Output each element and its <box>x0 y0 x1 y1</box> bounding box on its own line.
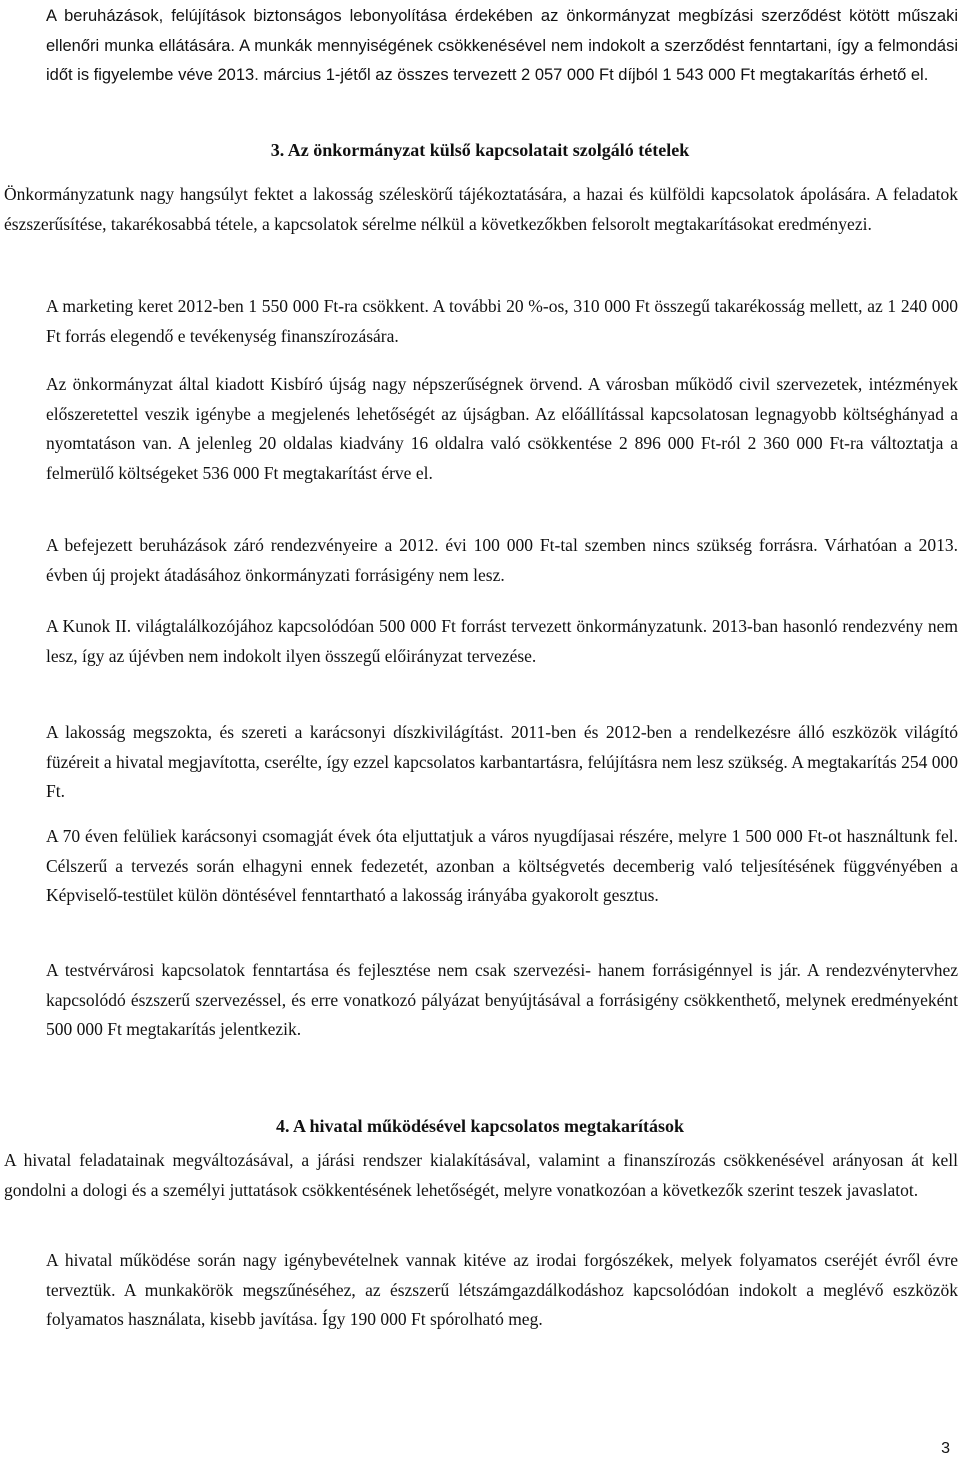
item-text: A marketing keret 2012-ben 1 550 000 Ft-ra csökkent. A további 20 %-os, 310 000 Ft összegű takarékosság mellett, az 1 240 000 Ft forrás elegendő e tevékenység finanszírozására. <box>46 296 958 346</box>
list-item-3-3 <box>4 531 958 590</box>
item-text: A lakosság megszokta, és szereti a karácsonyi díszkivilágítást. 2011-ben és 2012-ben a rendelkezésre álló eszközök világító füzéreit a hivatal megjavította, cserélte, így ezzel kapcsolatos karbantartásra, felújításra nem lesz szükség. A megtakarítás 254 000 Ft. <box>46 722 958 801</box>
list-item-4-1 <box>4 1246 958 1335</box>
item-text: A Kunok II. világtalálkozójához kapcsolódóan 500 000 Ft forrást tervezett önkormányzatunk. 2013-ban hasonló rendezvény nem lesz, így az újévben nem indokolt ilyen összegű előirányzat tervezése. <box>46 616 958 666</box>
list-item-2-7 <box>4 2 958 91</box>
item-text: A 70 éven felüliek karácsonyi csomagját évek óta eljuttatjuk a város nyugdíjasai részére, melyre 1 500 000 Ft-ot használtunk fel. Célszerű a tervezés során elhagyni ennek fedezetét, azonban a költségvetés decemberig való teljesítésének függvényében a Képviselő-testület külön döntésével fenntartható a lakosság irányába gyakorolt gesztus. <box>46 826 958 905</box>
list-item-3-2 <box>4 370 958 488</box>
item-number <box>4 718 46 748</box>
list-item-3-5 <box>4 718 958 807</box>
item-text: Az önkormányzat által kiadott Kisbíró újság nagy népszerűségnek örvend. A városban működő civil szervezetek, intézmények előszeretettel veszik igénybe a megjelenés lehetőségét az újságban. Az előállítással kapcsolatosan legnagyobb költséghányad a nyomtatáson van. A jelenleg 20 oldalas kiadvány 16 oldalra való csökkentése 2 896 000 Ft-ról 2 360 000 Ft-ra változtatja a felmerülő költségeket 536 000 Ft megtakarítást érve el. <box>46 374 958 483</box>
list-item-3-7 <box>4 956 958 1045</box>
item-number <box>4 956 46 986</box>
item-number <box>4 822 46 852</box>
list-item-3-4 <box>4 612 958 671</box>
item-text: A befejezett beruházások záró rendezvényeire a 2012. évi 100 000 Ft-tal szemben nincs szükség forrásra. Várhatóan a 2013. évben új projekt átadásához önkormányzati forrásigény nem lesz. <box>46 535 958 585</box>
item-number <box>4 612 46 642</box>
section-3-intro: Önkormányzatunk nagy hangsúlyt fektet a lakosság széleskörű tájékoztatására, a hazai és külföldi kapcsolatok ápolására. A feladatok észszerűsítése, takarékosabbá tétele, a kapcsolatok sérelme nélkül a következőkben felsorolt megtakarításokat eredményezi. <box>4 184 958 234</box>
page-number: 3 <box>941 1440 950 1457</box>
section-3-heading: 3. Az önkormányzat külső kapcsolatait szolgáló tételek <box>270 140 690 160</box>
item-number <box>4 370 46 400</box>
list-item-3-1 <box>4 292 958 351</box>
item-text: A hivatal működése során nagy igénybevételnek vannak kitéve az irodai forgószékek, melyek folyamatos cseréjét évről évre terveztük. A munkakörök megszűnéséhez, az észszerű létszámgazdálkodáshoz kapcsolódóan indokolt a meglévő eszközök folyamatos használata, kisebb javítása. Így 190 000 Ft spórolható meg. <box>46 1250 958 1329</box>
item-number <box>4 292 46 322</box>
item-number <box>4 2 46 32</box>
list-item-3-6 <box>4 822 958 911</box>
item-text: A beruházások, felújítások biztonságos lebonyolítása érdekében az önkormányzat megbízási szerződést kötött műszaki ellenőri munka ellátására. A munkák mennyiségének csökkenésével nem indokolt a szerződést fenntartani, így a felmondási időt is figyelembe véve 2013. március 1-jétől az összes tervezett 2 057 000 Ft díjból 1 543 000 Ft megtakarítás érhető el. <box>46 7 958 84</box>
section-4-heading: 4. A hivatal működésével kapcsolatos megtakarítások <box>275 1116 685 1136</box>
section-4-intro: A hivatal feladatainak megváltozásával, a járási rendszer kialakításával, valamint a finanszírozás csökkenésével arányosan át kell gondolni a dologi és a személyi juttatások csökkentésének lehetőségét, melyre vonatkozóan a következők szerint teszek javaslatot. <box>4 1150 958 1200</box>
item-number <box>4 1246 46 1276</box>
item-number <box>4 531 46 561</box>
item-text: A testvérvárosi kapcsolatok fenntartása és fejlesztése nem csak szervezési- hanem forrásigénnyel is jár. A rendezvénytervhez kapcsolódó észszerű szervezéssel, és erre vonatkozó pályázat benyújtásával a forrásigény csökkenthető, melynek eredményeként 500 000 Ft megtakarítás jelentkezik. <box>46 960 958 1039</box>
